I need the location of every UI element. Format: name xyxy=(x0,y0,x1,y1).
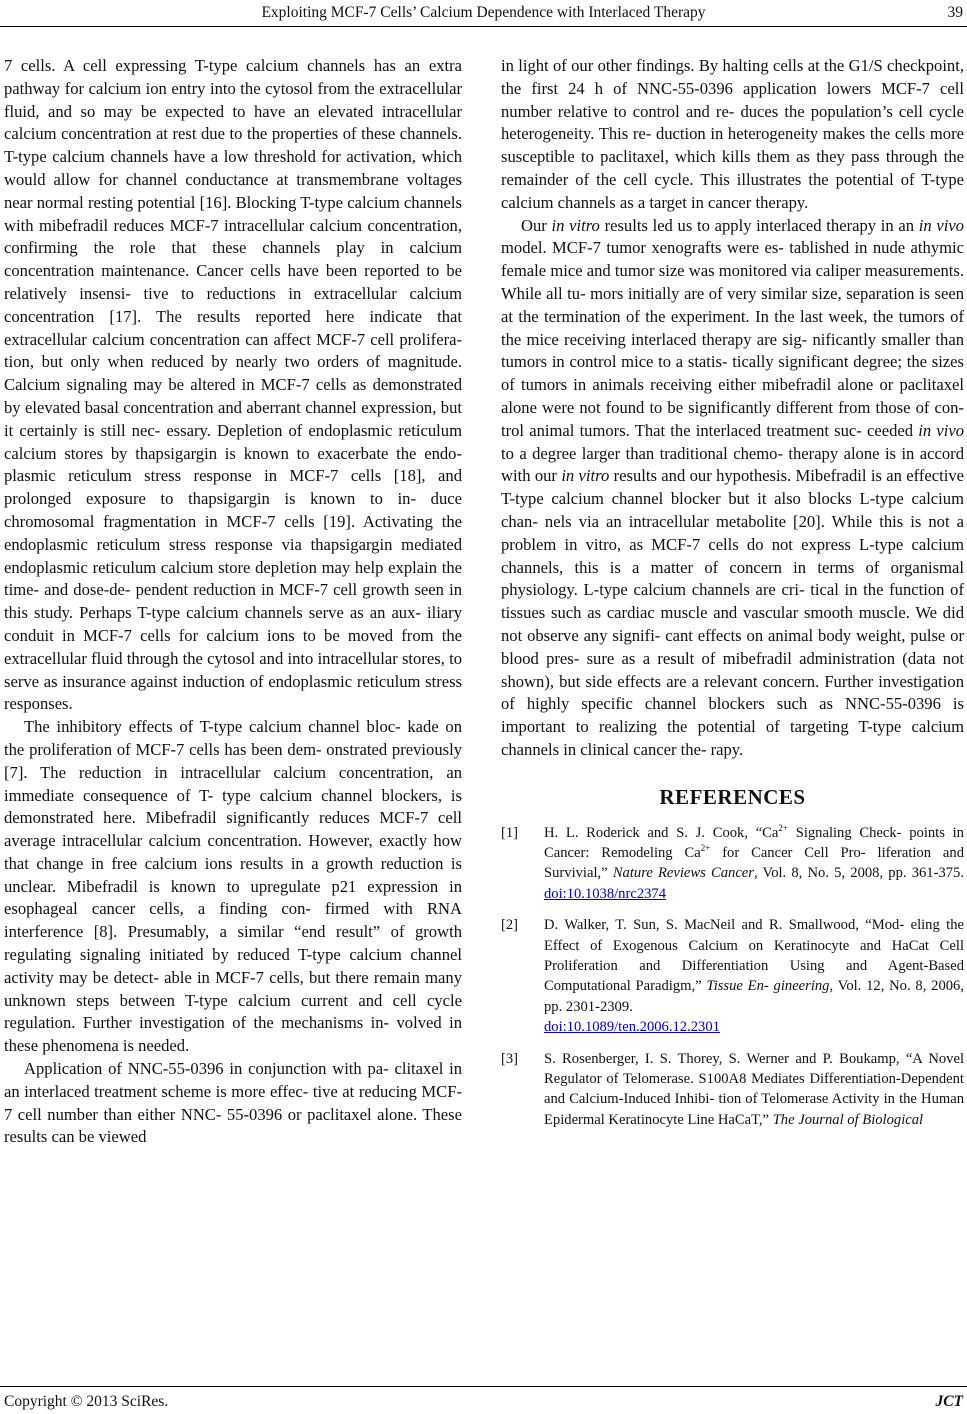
reference-text: , Vol. 12, No. 8, 2006, pp. 2301-2309. xyxy=(544,978,964,1015)
header-rule xyxy=(0,26,967,27)
doi-link[interactable]: doi:10.1038/nrc2374 xyxy=(544,885,667,902)
footer-rule xyxy=(0,1386,967,1387)
paragraph: The inhibitory effects of T-type calcium channel bloc- kade on the proliferation of MCF-7 cells has been dem- onstrated previously [7]. The reduction in intracellular calcium concentration, an immediate consequence of T- type calcium channel blockers, is demonstrated here. Mibefradil significantly reduces MCF-7 cell average intracellular calcium concentration. However, exactly how that change in free calcium ions results in a growth reduction is unclear. Mibefradil is known to upregulate p21 expression in esophageal cancer cells, a finding con- firmed with RNA interference [8]. Presumably, a similar “end result” of growth regulating signaling initiated by reduced T-type calcium channel activity may be detect- able in MCF-7 cells, but there remain many unknown steps between T-type calcium current and cell cycle regulation. Further investigation of the mechanisms in- volved in these phenomena is needed. xyxy=(4,717,462,1056)
reference-number: [3] xyxy=(501,1050,519,1067)
journal-name: Tissue En- gineering xyxy=(706,978,830,995)
reference-item xyxy=(501,915,964,1037)
running-header xyxy=(0,2,967,24)
paragraph xyxy=(501,215,964,762)
superscript: 2+ xyxy=(700,843,711,854)
right-column xyxy=(501,55,964,1141)
reference-item xyxy=(501,1049,964,1131)
references-heading: REFERENCES xyxy=(659,784,806,809)
text-run: results led us to apply interlaced therapy in an xyxy=(604,215,915,235)
reference-number: [1] xyxy=(501,824,519,841)
reference-text: H. L. Roderick and S. J. Cook, “Ca xyxy=(544,824,779,841)
text-run: Our xyxy=(521,215,547,235)
reference-number: [2] xyxy=(501,917,519,934)
italic-term: in vivo xyxy=(918,215,964,235)
reference-text: D. Walker, T. Sun, S. MacNeil and R. Smallwood, “Mod- eling the Effect of Exogenous Calcium on Keratinocyte and HaCat Cell Proliferation and Differentiation Using and Agent-Based Computational Paradigm,” xyxy=(544,917,964,995)
reference-text: S. Rosenberger, I. S. Thorey, S. Werner and P. Boukamp, “A Novel Regulator of Telomerase. S100A8 Mediates Differentiation-Dependent and Calcium-Induced Inhibi- tion of Telomerase Activity in the Human Epidermal Keratinocyte Line HaCaT,” xyxy=(544,1050,964,1128)
italic-term: in vitro xyxy=(561,466,610,486)
reference-text: for Cancer Cell Pro- liferation and Survivial,” xyxy=(544,844,964,882)
running-title: Exploiting MCF-7 Cells’ Calcium Dependence with Interlaced Therapy xyxy=(261,4,706,21)
paragraph: in light of our other findings. By halting cells at the G1/S checkpoint, the first 24 h of NNC-55-0396 application lowers MCF-7 cell number relative to control and re- duces the population’s cell cycle heterogeneity. This re- duction in heterogeneity makes the cells more susceptible to paclitaxel, which kills them as they pass through the remainder of the cell cycle. This illustrates the potential of T-type calcium channels as a target in cancer therapy. xyxy=(501,56,964,212)
journal-abbreviation: JCT xyxy=(935,1393,963,1410)
italic-term: in vivo xyxy=(918,420,964,440)
doi-link[interactable]: doi:10.1089/ten.2006.12.2301 xyxy=(544,1019,720,1036)
journal-name: Nature Reviews Cancer xyxy=(612,865,754,882)
copyright-notice: Copyright © 2013 SciRes. xyxy=(4,1393,169,1410)
left-column xyxy=(4,55,462,1149)
superscript: 2+ xyxy=(778,822,788,833)
reference-text: , Vol. 8, No. 5, 2008, pp. 361-375. xyxy=(753,865,965,882)
journal-name: The Journal of Biological xyxy=(772,1111,924,1128)
reference-text: Signaling Check- points in Cancer: Remodeling Ca xyxy=(544,824,964,861)
paragraph: 7 cells. A cell expressing T-type calcium channels has an extra pathway for calcium ion entry into the cytosol from the extracellular fluid, and so may be expected to have an elevated intracellular calcium concentration at rest due to the properties of these channels. T-type calcium channels have a low threshold for activation, which would allow for channel conductance at transmembrane voltages near normal resting potential [16]. Blocking T-type calcium channels with mibefradil reduces MCF-7 intracellular calcium concentration, confirming the role that these channels play in calcium concentration maintenance. Cancer cells have been reported to be relatively insensi- tive to reductions in extracellular calcium concentration [17]. The results reported here indicate that extracellular calcium concentration can affect MCF-7 cell prolifera- tion, but only when reduced by nearly two orders of magnitude. Calcium signaling may be altered in MCF-7 cells as demonstrated by elevated basal concentration and aberrant channel expression, but it certainly is still nec- essary. Depletion of endoplasmic reticulum calcium stores by thapsigargin is known to exacerbate the endo- plasmic reticulum stress response in MCF-7 cells [18], and prolonged exposure to thapsigargin is known to in- duce chromosomal fragmentation in MCF-7 cells [19]. Activating the endoplasmic reticulum stress response via thapsigargin mediated endoplasmic reticulum calcium store depletion may help explain the time- and dose-de- pendent reduction in MCF-7 cell growth seen in this study. Perhaps T-type calcium channels serve as an aux- iliary conduit in MCF-7 cells for calcium ions to be moved from the extracellular fluid through the cytosol and into intracellular stores, to serve as insurance against induction of endoplasmic reticulum stress responses. xyxy=(4,56,462,714)
text-run: model. MCF-7 tumor xenografts were es- tablished in nude athymic female mice and tumor size was monitored via caliper measurements. While all tu- mors initially are of very similar size, separation is seen at the termination of the experiment. In the last week, the tumors of the mice receiving interlaced therapy are sig- nificantly smaller than tumors in control mice to a statis- tically significant degree; the sizes of tumors in animals receiving either mibefradil alone or paclitaxel alone were not found to be significantly different from those of con- trol animal tumors. That the interlaced treatment suc- ceeded xyxy=(501,238,964,440)
reference-item xyxy=(501,823,964,905)
page-number: 39 xyxy=(947,4,963,21)
reference-list xyxy=(501,823,964,1131)
text-run: to a degree larger than traditional chemo- therapy alone is in accord with our xyxy=(501,443,964,486)
italic-term: in vitro xyxy=(551,215,600,235)
paragraph: Application of NNC-55-0396 in conjunction with pa- clitaxel in an interlaced treatment scheme is more effec- tive at reducing MCF-7 cell number than either NNC- 55-0396 or paclitaxel alone. These results can be viewed xyxy=(4,1059,462,1147)
text-run: results and our hypothesis. Mibefradil is an effective T-type calcium channel blocker but it also blocks L-type calcium chan- nels via an intracellular metabolite [20]. While this is not a problem in vitro, as MCF-7 cells do not express L-type calcium channels, this is a matter of concern in terms of organismal physiology. L-type calcium channels are cri- tical in the function of tissues such as cardiac muscle and vascular smooth muscle. We did not observe any signifi- cant effects on animal body weight, pulse or blood pres- sure as a result of mibefradil administration (data not shown), but side effects are a relevant concern. Further investigation of highly specific channel blockers such as NNC-55-0396 is important to realizing the potential of targeting T-type calcium channels in clinical cancer the- rapy. xyxy=(501,466,964,759)
